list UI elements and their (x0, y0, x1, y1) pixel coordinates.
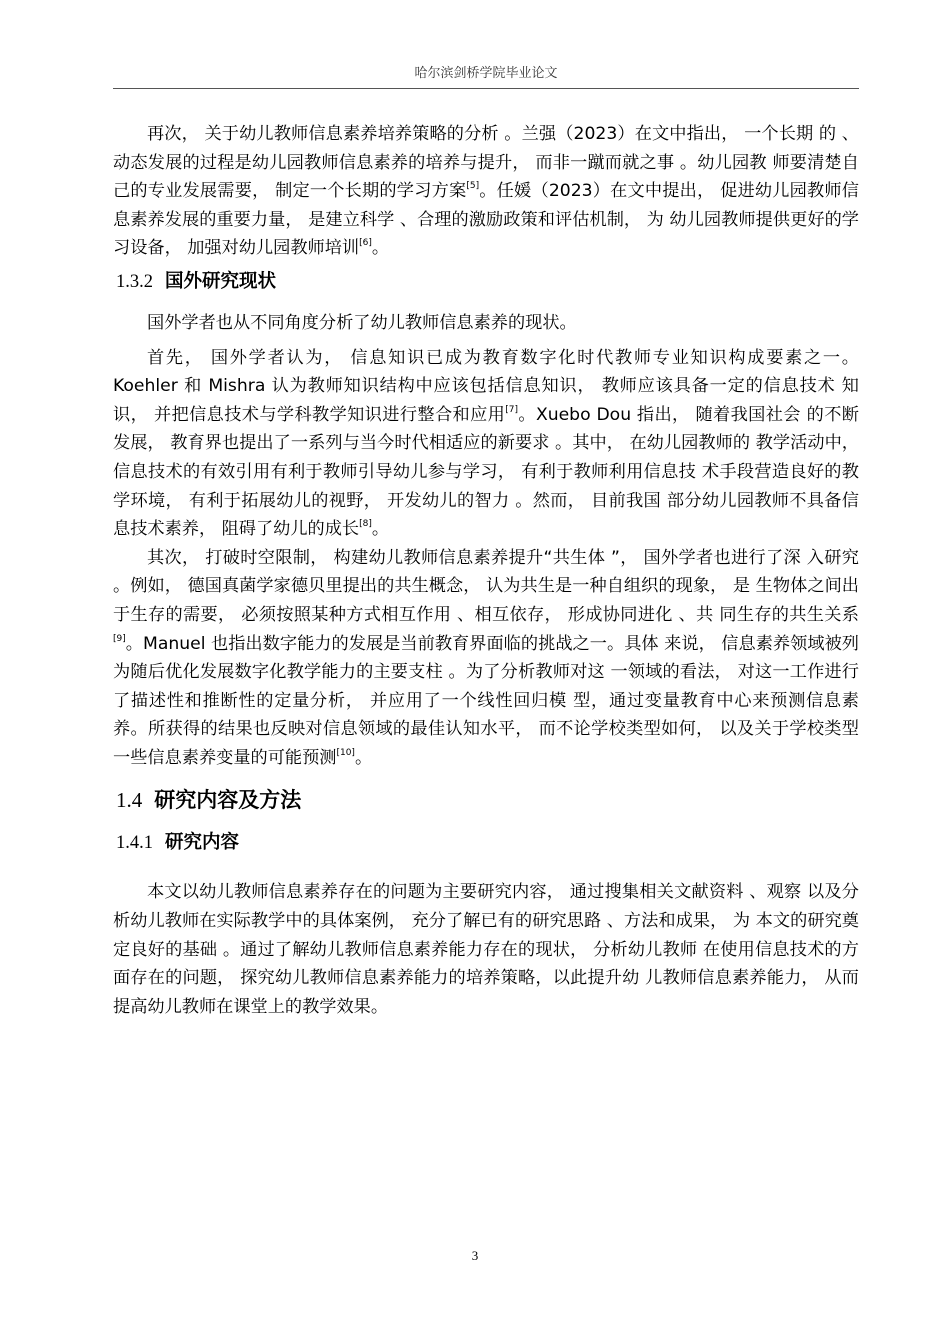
paragraph-first-point: 首先， 国外学者认为， 信息知识已成为教育数字化时代教师专业知识构成要素之一。 Koehler 和 Mishra 认为教师知识结构中应该包括信息知识， 教师应该具备一定的信息技术 知识， 并把信息技术与学科教学知识进行整合和应用[7]。Xuebo Dou 指出， 随着我国社会 的不断发展， 教育界也提出了一系列与当今时代相适应的新要求 。其中， 在幼儿园教师的 教学活动中， 信息技术的有效引用有利于教师引导幼儿参与学习， 有利于教师利用信息技 术手段营造良好的教学环境， 有利于拓展幼儿的视野， 开发幼儿的智力 。然而， 目前我国 部分幼儿园教师不具备信息技术素养， 阻碍了幼儿的成长[8]。 (113, 347, 859, 540)
citation-10: [10] (336, 747, 355, 758)
citation-5: [5] (466, 181, 480, 192)
citation-8: [8] (359, 519, 372, 530)
document-body (113, 120, 859, 1021)
heading-1-4: 1.4 研究内容及方法 (116, 788, 302, 813)
paragraph-research-content: 本文以幼儿教师信息素养存在的问题为主要研究内容， 通过搜集相关文献资料 、观察 以及分析幼儿教师在实际教学中的具体案例， 充分了解已有的研究思路 、方法和成果， 为 本文的研究奠定良好的基础 。通过了解幼儿教师信息素养能力存在的现状， 分析幼儿教师 在使用信息技术的方面存在的问题， 探究幼儿教师信息素养能力的培养策略，以此提升幼 儿教师信息素养能力， 从而提高幼儿教师在课堂上的教学效果。 (113, 882, 859, 1017)
paragraph-strategy-analysis: 再次， 关于幼儿教师信息素养培养策略的分析 。兰强（2023）在文中指出， 一个长期 的 、动态发展的过程是幼儿园教师信息素养的培养与提升， 而非一蹴而就之事 。幼儿园教 师要清楚自己的专业发展需要， 制定一个长期的学习方案[5]。任媛（2023）在文中提出， 促进幼儿园教师信息素养发展的重要力量， 是建立科学 、合理的激励政策和评估机制， 为 幼儿园教师提供更好的学习设备， 加强对幼儿园教师培训[6]。 (113, 124, 859, 259)
heading-1-4-1: 1.4.1 研究内容 (116, 832, 240, 854)
citation-7: [7] (505, 404, 518, 415)
paragraph-foreign-intro: 国外学者也从不同角度分析了幼儿教师信息素养的现状。 (147, 312, 577, 333)
heading-1-3-2: 1.3.2 国外研究现状 (116, 270, 277, 292)
page-header: 哈尔滨剑桥学院毕业论文 (113, 62, 859, 89)
paragraph-second-point: 其次， 打破时空限制， 构建幼儿教师信息素养提升“共生体 ”， 国外学者也进行了深 入研究 。例如， 德国真菌学家德贝里提出的共生概念， 认为共生是一种自组织的现象， 是 生物体之间出于生存的需要， 必须按照某种方式相互作用 、相互依存， 形成协同进化 、共 同生存的共生关系[9]。Manuel 也指出数字能力的发展是当前教育界面临的挑战之一。具体 来说， 信息素养领域被列为随后优化发展数字化教学能力的主要支柱 。为了分析教师对这 一领域的看法， 对这一工作进行了描述性和推断性的定量分析， 并应用了一个线性回归模 型，通过变量教育中心来预测信息素养。所获得的结果也反映对信息领域的最佳认知水平， 而不论学校类型如何， 以及关于学校类型一些信息素养变量的可能预测[10]。 (113, 547, 859, 768)
citation-6: [6] (359, 238, 372, 249)
page-number: 3 (471, 1248, 479, 1263)
citation-9: [9] (113, 633, 126, 644)
